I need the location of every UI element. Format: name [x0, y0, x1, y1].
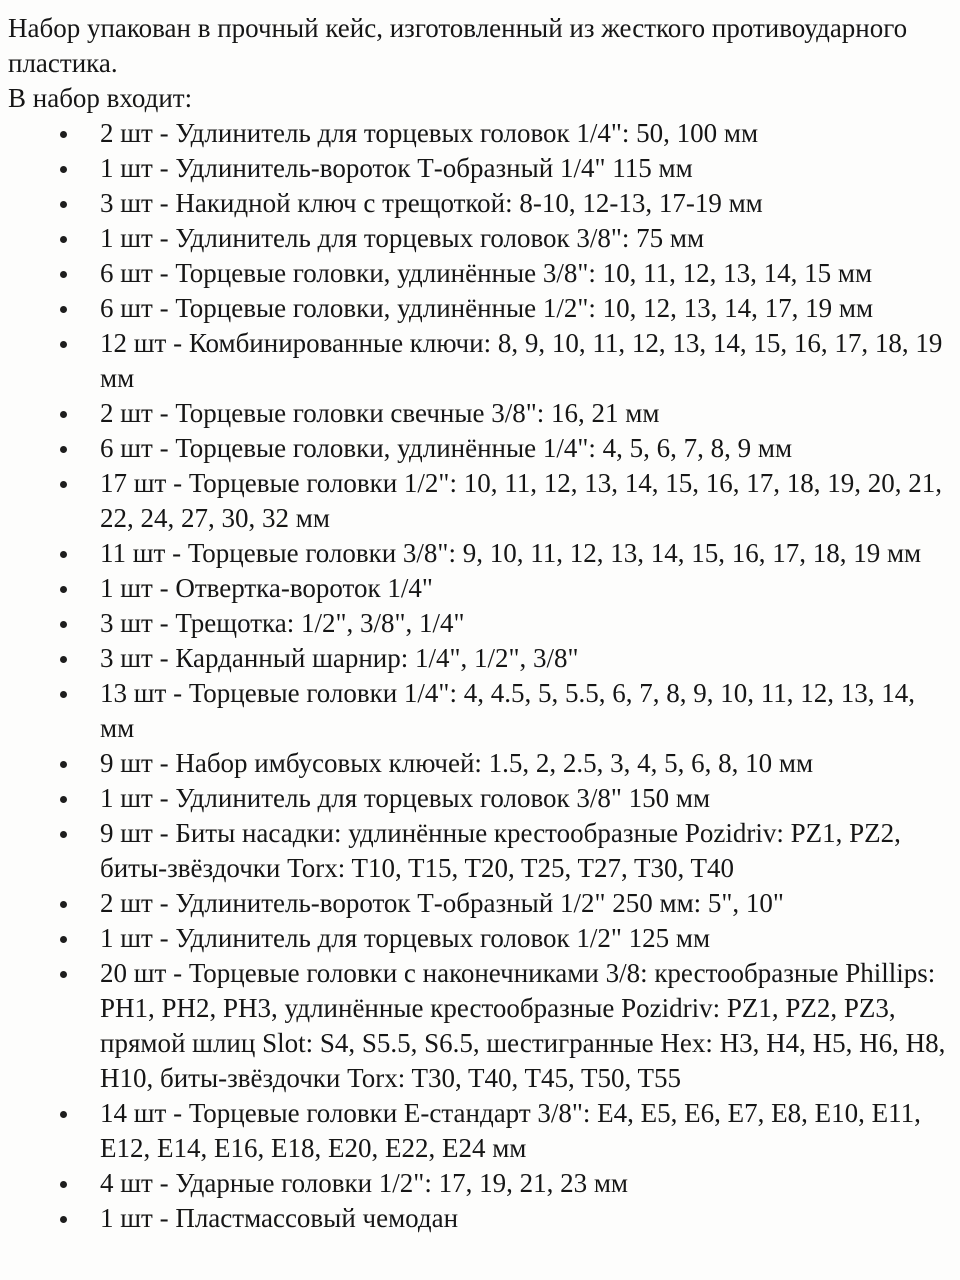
- list-item: 1 шт - Удлинитель-вороток Т-образный 1/4" 115 мм: [8, 151, 948, 186]
- list-item: 11 шт - Торцевые головки 3/8": 9, 10, 11, 12, 13, 14, 15, 16, 17, 18, 19 мм: [8, 536, 948, 571]
- list-item: 6 шт - Торцевые головки, удлинённые 1/2": 10, 12, 13, 14, 17, 19 мм: [8, 291, 948, 326]
- intro-paragraph: Набор упакован в прочный кейс, изготовленный из жесткого противоударного пластика.: [8, 13, 908, 78]
- list-item: 12 шт - Комбинированные ключи: 8, 9, 10, 11, 12, 13, 14, 15, 16, 17, 18, 19 мм: [8, 326, 948, 396]
- list-item: 20 шт - Торцевые головки с наконечниками 3/8: крестообразные Phillips: PH1, PH2, PH3, удлинённые крестообразные Pozidriv: PZ1, PZ2, PZ3, прямой шлиц Slot: S4, S5.5, S6.5, шестигранные Hex: H3, H4, H5, H6, H8, H10, биты-звёздочки Torx: T30, T40, T45, T50, T55: [8, 956, 948, 1096]
- list-item: 13 шт - Торцевые головки 1/4": 4, 4.5, 5, 5.5, 6, 7, 8, 9, 10, 11, 12, 13, 14, мм: [8, 676, 948, 746]
- list-item: 4 шт - Ударные головки 1/2": 17, 19, 21, 23 мм: [8, 1166, 948, 1201]
- list-item: 2 шт - Удлинитель-вороток Т-образный 1/2" 250 мм: 5", 10": [8, 886, 948, 921]
- list-item: 1 шт - Пластмассовый чемодан: [8, 1201, 948, 1236]
- list-item: 14 шт - Торцевые головки Е-стандарт 3/8": E4, E5, E6, E7, E8, E10, E11, E12, E14, E16, E18, E20, E22, E24 мм: [8, 1096, 948, 1166]
- list-item: 2 шт - Торцевые головки свечные 3/8": 16, 21 мм: [8, 396, 948, 431]
- list-item: 3 шт - Накидной ключ с трещоткой: 8-10, 12-13, 17-19 мм: [8, 186, 948, 221]
- list-item: 9 шт - Набор имбусовых ключей: 1.5, 2, 2.5, 3, 4, 5, 6, 8, 10 мм: [8, 746, 948, 781]
- list-item: 3 шт - Трещотка: 1/2", 3/8", 1/4": [8, 606, 948, 641]
- contents-list: [8, 116, 948, 1236]
- list-item: 6 шт - Торцевые головки, удлинённые 3/8": 10, 11, 12, 13, 14, 15 мм: [8, 256, 948, 291]
- list-heading: В набор входит:: [8, 83, 193, 113]
- list-item: 2 шт - Удлинитель для торцевых головок 1/4": 50, 100 мм: [8, 116, 948, 151]
- list-item: 1 шт - Удлинитель для торцевых головок 3/8": 75 мм: [8, 221, 948, 256]
- list-item: 1 шт - Удлинитель для торцевых головок 3/8" 150 мм: [8, 781, 948, 816]
- list-item: 17 шт - Торцевые головки 1/2": 10, 11, 12, 13, 14, 15, 16, 17, 18, 19, 20, 21, 22, 24, 27, 30, 32 мм: [8, 466, 948, 536]
- list-item: 9 шт - Биты насадки: удлинённые крестообразные Pozidriv: PZ1, PZ2, биты-звёздочки Torx: T10, T15, T20, T25, T27, T30, T40: [8, 816, 948, 886]
- list-item: 1 шт - Удлинитель для торцевых головок 1/2" 125 мм: [8, 921, 948, 956]
- list-item: 6 шт - Торцевые головки, удлинённые 1/4": 4, 5, 6, 7, 8, 9 мм: [8, 431, 948, 466]
- list-item: 3 шт - Карданный шарнир: 1/4", 1/2", 3/8": [8, 641, 948, 676]
- list-item: 1 шт - Отвертка-вороток 1/4": [8, 571, 948, 606]
